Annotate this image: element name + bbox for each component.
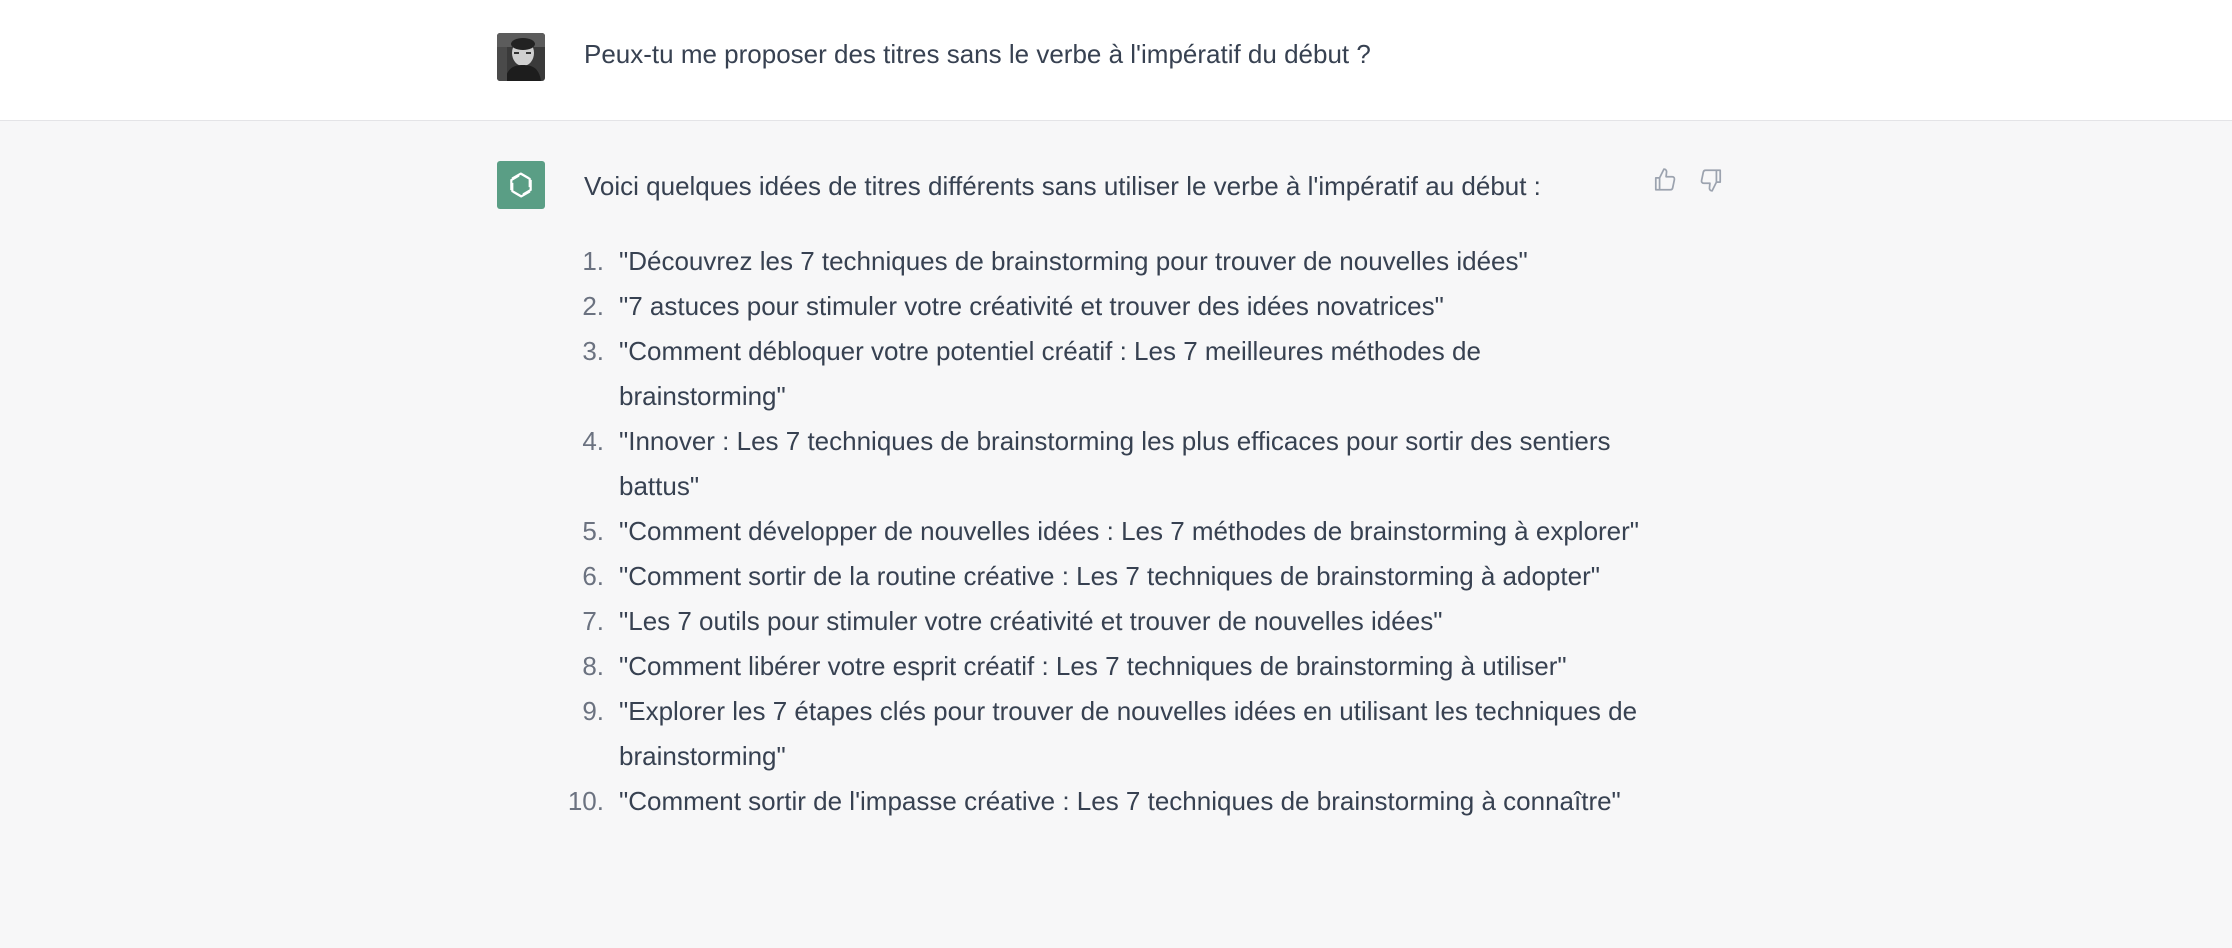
user-avatar bbox=[497, 33, 545, 81]
list-item-text: "Innover : Les 7 techniques de brainstorming les plus efficaces pour sortir des sentiers battus" bbox=[619, 426, 1611, 501]
list-item bbox=[560, 284, 1640, 329]
list-item bbox=[560, 599, 1640, 644]
list-item-number: 2. bbox=[582, 291, 604, 321]
title-suggestions-list bbox=[560, 239, 1640, 824]
list-item-number: 7. bbox=[582, 606, 604, 636]
list-item-text: "7 astuces pour stimuler votre créativité et trouver des idées novatrices" bbox=[619, 291, 1444, 321]
list-item-text: "Les 7 outils pour stimuler votre créativité et trouver de nouvelles idées" bbox=[619, 606, 1443, 636]
list-item bbox=[560, 509, 1640, 554]
list-item bbox=[560, 779, 1640, 824]
list-item-text: "Comment développer de nouvelles idées : Les 7 méthodes de brainstorming à explorer" bbox=[619, 516, 1640, 546]
assistant-avatar bbox=[497, 161, 545, 209]
assistant-intro-text: Voici quelques idées de titres différents sans utiliser le verbe à l'impératif au début : bbox=[584, 171, 1541, 201]
list-item bbox=[560, 644, 1640, 689]
thumbs-up-icon bbox=[1652, 167, 1678, 193]
list-item-number: 1. bbox=[582, 246, 604, 276]
list-item-number: 10. bbox=[567, 786, 604, 816]
thumbs-down-icon bbox=[1698, 167, 1724, 193]
list-item-number: 3. bbox=[582, 336, 604, 366]
list-item-text: "Comment sortir de l'impasse créative : Les 7 techniques de brainstorming à connaître" bbox=[619, 786, 1621, 816]
list-item bbox=[560, 419, 1640, 509]
list-item bbox=[560, 329, 1640, 419]
assistant-message-row bbox=[0, 121, 2232, 948]
list-item bbox=[560, 239, 1640, 284]
openai-logo-icon bbox=[504, 168, 538, 202]
thumbs-down-button[interactable] bbox=[1696, 165, 1726, 195]
thumbs-up-button[interactable] bbox=[1650, 165, 1680, 195]
list-item-number: 8. bbox=[582, 651, 604, 681]
user-avatar-photo bbox=[497, 33, 545, 81]
list-item-text: "Comment sortir de la routine créative : Les 7 techniques de brainstorming à adopter" bbox=[619, 561, 1600, 591]
list-item-number: 4. bbox=[582, 426, 604, 456]
list-item-number: 9. bbox=[582, 696, 604, 726]
list-item-number: 5. bbox=[582, 516, 604, 546]
list-item-text: "Explorer les 7 étapes clés pour trouver de nouvelles idées en utilisant les techniques de brainstorming" bbox=[619, 696, 1638, 771]
user-message-row bbox=[0, 0, 2232, 121]
user-message-text: Peux-tu me proposer des titres sans le verbe à l'impératif du début ? bbox=[584, 39, 1371, 69]
list-item-number: 6. bbox=[582, 561, 604, 591]
list-item-text: "Découvrez les 7 techniques de brainstorming pour trouver de nouvelles idées" bbox=[619, 246, 1528, 276]
list-item bbox=[560, 689, 1640, 779]
list-item-text: "Comment libérer votre esprit créatif : Les 7 techniques de brainstorming à utiliser" bbox=[619, 651, 1567, 681]
list-item-text: "Comment débloquer votre potentiel créatif : Les 7 meilleures méthodes de brainstorming" bbox=[619, 336, 1481, 411]
list-item bbox=[560, 554, 1640, 599]
